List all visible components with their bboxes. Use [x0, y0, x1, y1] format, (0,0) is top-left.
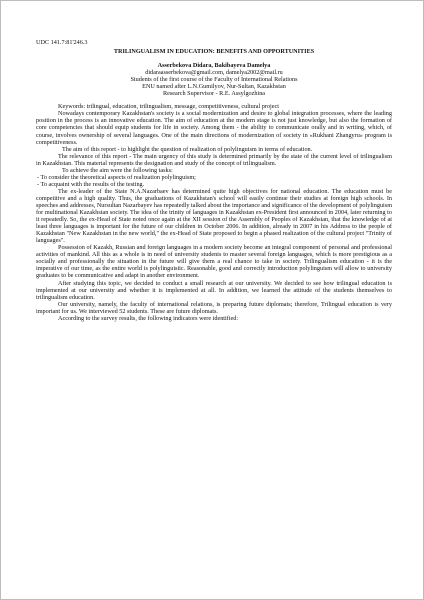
keywords: Keywords: trilingual, education, trilingualism, message, competitiveness, cultural project [58, 103, 279, 111]
author-emails: didaraasserbekova@gmail.com, damelya2002@mail.ru [145, 69, 283, 77]
affiliation-line-2: ENU named after L.N.Gumilyov, Nur-Sultan, Kazakhstan [142, 83, 286, 91]
paragraph-university: Our university, namely, the faculty of international relations, is preparing future diplomats; therefore, Trilingual education is very important for us. We interviewed 52 students. These are future diplomats. [36, 300, 392, 315]
paragraph-aim: The aim of this report - to highlight the question of realization of polylinguism in terms of education. [62, 145, 313, 153]
paragraph-research: After studying this topic, we decided to conduct a small research at our university. We decided to see how trilingual education is implemented at our university and whether it is implemented at all. In addition, we learned the attitude of the students themselves to trilingualism education. [36, 279, 392, 301]
tasks-intro: To achieve the aim were the following tasks: [62, 166, 173, 174]
task-item: - To acquaint with the results of the testing. [37, 180, 145, 188]
document-body [36, 39, 392, 322]
research-supervisor: Research Supervisor - R.E. Assylgozhina [162, 90, 266, 98]
paragraph-languages: Possession of Kazakh, Russian and foreign languages in a modern society become an integral component of personal and professional activities of mankind. All this as a whole is in need of university students to master several foreign languages, which is more prestigious as a socially and professionally the situation in the future will give them a real chance to take in society. Trilingualism education - it is the imperative of our time, as the entire world is polylinguistic. Reasonable, good and correctly introduction polylinguism will allow to university graduates to be communicative and adapt in another environment. [36, 244, 392, 280]
udc-code: UDC 141.7:81'246.3 [36, 39, 88, 46]
paragraph-survey: According to the survey results, the following indicators were identified: [58, 314, 239, 322]
paragraph-intro: Nowadays contemporary Kazakhstan's society is a social modernization and desire to global integration processes, where the leading position in the process is an innovative education. The aim of education at the modern stage is not just knowledge, but also the formation of core competencies that should equip students for life in society. Among them - the ability to communicate orally and in writing, which, of course, involves ownership of several languages. One of the main directions of modernization of society in «Rukhani Zhangyru» program is competitiveness. [36, 110, 392, 146]
document-title: TRILINGUALISM IN EDUCATION: BENEFITS AND OPPORTUNITIES [113, 48, 315, 56]
authors: Asserbekova Didara, Bakibayeva Damelya [157, 62, 271, 70]
paragraph-leader: The ex-leader of the State N.A.Nazarbaev has determined quite high objectives for national education. The education must be competitive and a high quality. Thus, the graduations of Kazakhstan's school will easily continue their studies at foreign high schools. In speeches and addresses, Nursultan Nazarbayev has repeatedly talked about the importance and significance of the development of polylinguism for multinational Kazakhstan society. The idea of the trinity of languages in Kazakhstan ex-President first announced in 2004, later returning to it repeatedly. So, the ex-Head of State noted once again at the XII session of the Assembly of Peoples of Kazakhstan, that the knowledge of at least three languages is important for the future of our children in October 2006. In addition, already in 2007 in his Address to the people of Kazakhstan "New Kazakhstan in the new world," the ex-Head of State proposed to begin a phased realization of the cultural project "Trinity of languages". [36, 187, 393, 245]
affiliation-line-1: Students of the first course of the Faculty of International Relations [130, 76, 298, 84]
task-item: - To consider the theoretical aspects of realization polylinguism; [37, 173, 196, 181]
paragraph-relevance: The relevance of this report - The main urgency of this study is determined primarily by the state of the current level of trilingualism in Kazakhstan. This material represents the designation and study of the concept of trilingualism. [36, 152, 392, 167]
